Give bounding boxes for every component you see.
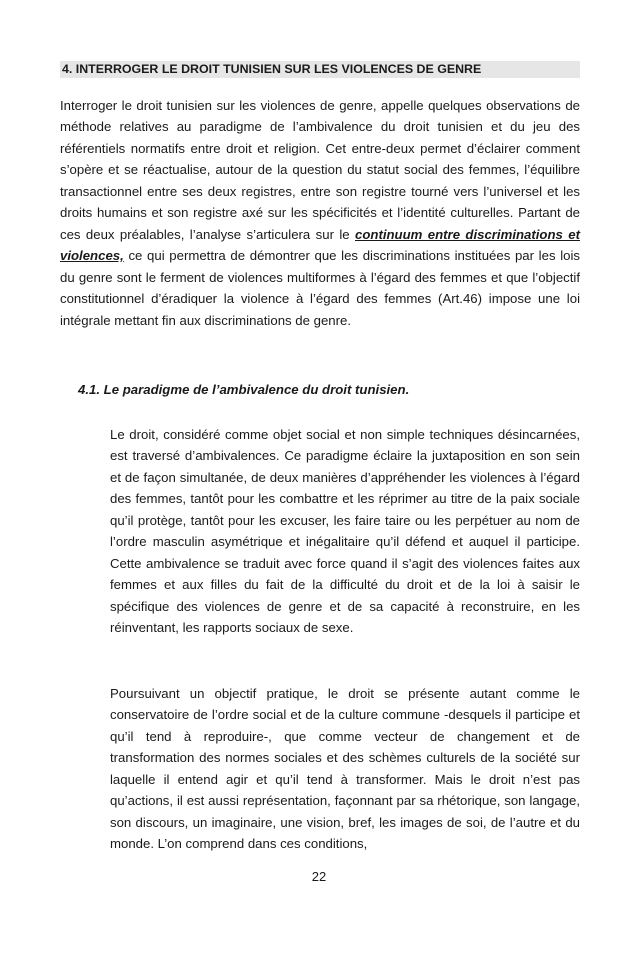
- body-paragraph-2: Poursuivant un objectif pratique, le droit se présente autant comme le conservatoire de l’ordre social et de la culture commune -desquels il participe et qu’il tend à reproduire-, que comme vecteur de changement et de transformation des normes sociales et des schèmes culturels de la société sur laquelle il entend agir et qu’il tend à transformer. Mais le droit n’est pas qu’actions, il est aussi représentation, façonnant par sa rhétorique, son langage, son discours, un imaginaire, une vision, bref, les images de soi, de l’autre et du monde. L’on comprend dans ces conditions,: [110, 686, 580, 852]
- body-paragraph-1: Le droit, considéré comme objet social et non simple techniques désincarnées, est traversé d’ambivalences. Ce paradigme éclaire la juxtaposition en son sein et de façon simultanée, de deux manières d’appréhender les violences à l’égard des femmes, tantôt pour les combattre et les réprimer au titre de la paix sociale qu’il protège, tantôt pour les excuser, les faire taire ou les perpétuer au nom de l’ordre masculin asymétrique et inégalitaire qu’il défend et auquel il participe. Cette ambivalence se traduit avec force quand il s’agit des violences faites aux femmes et aux filles du fait de la difficulté du droit et de la loi à saisir le spécifique des violences de genre et de sa capacité à reconstruire, en les réinventant, les rapports sociaux de sexe.: [110, 427, 580, 636]
- intro-emphasis: continuum entre discriminations et violences,: [60, 226, 580, 264]
- intro-text-start: Interroger le droit tunisien sur les violences de genre, appelle quelques observations de méthode relatives au paradigme de l’ambivalence du droit tunisien et du jeu des référentiels normatifs entre droit et religion. Cet entre-deux permet d’éclairer comment s’opère et se réactualise, autour de la question du statut social des femmes, l’équilibre transactionnel entre ses deux registres, entre son registre tourné vers l’universel et les droits humains et son registre axé sur les spécificités et l’identité culturelles. Partant de ces deux préalables, l’analyse s’articulera sur le: [60, 98, 580, 242]
- intro-paragraph: [60, 95, 580, 331]
- section-heading: 4. INTERROGER LE DROIT TUNISIEN SUR LES VIOLENCES DE GENRE: [60, 61, 580, 78]
- page-number: 22: [311, 869, 327, 884]
- intro-text-end: ce qui permettra de démontrer que les discriminations instituées par les lois du genre sont le ferment de violences multiformes à l’égard des femmes et que l’objectif constitutionnel d’éradiquer la violence à l’égard des femmes (Art.46) impose une loi intégrale mettant fin aux discriminations de genre.: [60, 248, 580, 328]
- subsection-heading: 4.1. Le paradigme de l’ambivalence du droit tunisien.: [78, 382, 410, 397]
